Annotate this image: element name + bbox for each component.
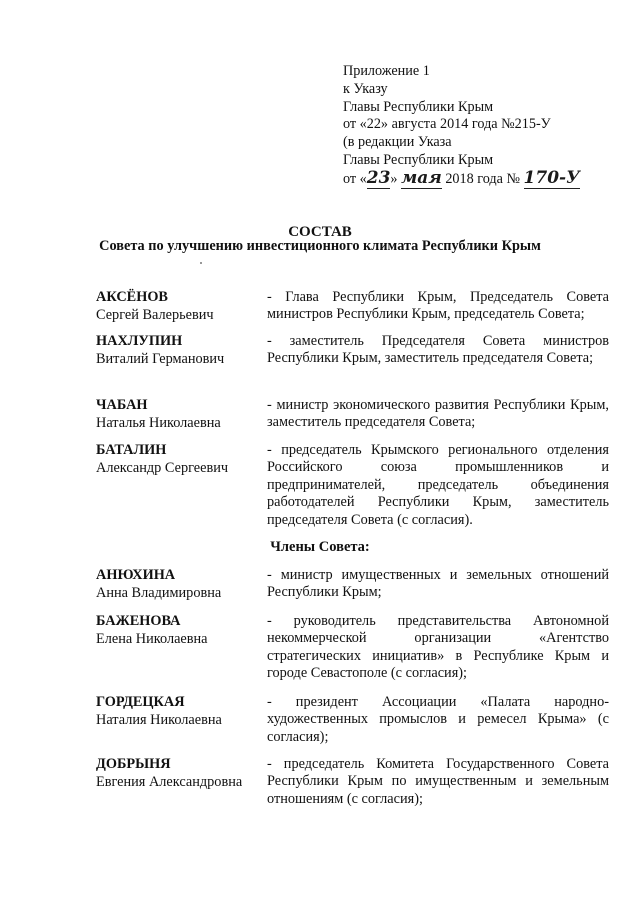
member-name xyxy=(96,694,264,729)
member-role: - заместитель Председателя Совета министров Республики Крым, заместитель председателя Совета; xyxy=(267,333,609,367)
member-surname: АНЮХИНА xyxy=(96,567,176,583)
appendix-line-7 xyxy=(343,167,633,188)
document-title: СОСТАВ xyxy=(288,224,352,240)
member-given-name: Виталий Германович xyxy=(96,350,225,367)
appendix-line-2: к Указу xyxy=(343,80,388,97)
scan-speck xyxy=(200,262,202,264)
appendix-line-4: от «22» августа 2014 года №215-У xyxy=(343,116,551,133)
member-surname: НАХЛУПИН xyxy=(96,333,183,349)
member-given-name: Анна Владимировна xyxy=(96,584,222,601)
member-surname: ГОРДЕЦКАЯ xyxy=(96,694,185,710)
member-surname: БАТАЛИН xyxy=(96,442,167,458)
appendix-line-3: Главы Республики Крым xyxy=(343,98,494,115)
member-surname: БАЖЕНОВА xyxy=(96,613,181,629)
handwritten-number: 170-У xyxy=(523,167,580,188)
member-role: - руководитель представительства Автономной некоммерческой организации «Агентство стратегических инициатив» в Республике Крым и городе Севастополе (с согласия); xyxy=(267,613,609,682)
member-given-name: Наталия Николаевна xyxy=(96,711,222,728)
appendix-line-1: Приложение 1 xyxy=(343,63,430,79)
member-role: - председатель Крымского регионального отделения Российского союза промышленников и предпринимателей, председатель объединения работодателей Республики Крым, заместитель председателя Совета (с согласия). xyxy=(267,442,609,528)
appendix-line-6: Главы Республики Крым xyxy=(343,151,494,168)
member-surname: АКСЁНОВ xyxy=(96,289,168,305)
appendix-line-5: (в редакции Указа xyxy=(343,134,452,151)
member-name xyxy=(96,442,264,477)
member-name xyxy=(96,397,264,432)
member-name xyxy=(96,567,264,602)
member-given-name: Сергей Валерьевич xyxy=(96,306,214,323)
member-given-name: Наталья Николаевна xyxy=(96,414,221,431)
member-surname: ЧАБАН xyxy=(96,397,148,413)
member-name xyxy=(96,289,264,324)
document-subtitle: Совета по улучшению инвестиционного климата Республики Крым xyxy=(99,238,541,254)
member-name xyxy=(96,333,264,368)
member-name xyxy=(96,756,264,791)
member-role: - президент Ассоциации «Палата народно-художественных промыслов и ремесел Крыма» (с согласия); xyxy=(267,694,609,745)
date-prefix: от « xyxy=(343,170,367,187)
handwritten-month: мая xyxy=(401,167,442,188)
member-surname: ДОБРЫНЯ xyxy=(96,756,171,772)
member-role: - министр имущественных и земельных отношений Республики Крым; xyxy=(267,567,609,601)
handwritten-day: 23 xyxy=(366,167,391,188)
member-role: - председатель Комитета Государственного Совета Республики Крым по имущественным и земельным отношениям (с согласия); xyxy=(267,756,609,807)
member-given-name: Евгения Александровна xyxy=(96,773,243,790)
member-role: - министр экономического развития Республики Крым, заместитель председателя Совета; xyxy=(267,397,609,431)
members-heading: Члены Совета: xyxy=(270,539,370,555)
member-name xyxy=(96,613,264,648)
appendix-header xyxy=(343,63,633,188)
date-mid: » xyxy=(390,170,402,187)
member-role: - Глава Республики Крым, Председатель Совета министров Республики Крым, председатель Совета; xyxy=(267,289,609,323)
date-year: 2018 года № xyxy=(441,170,524,187)
member-given-name: Александр Сергеевич xyxy=(96,459,229,476)
member-given-name: Елена Николаевна xyxy=(96,630,208,647)
